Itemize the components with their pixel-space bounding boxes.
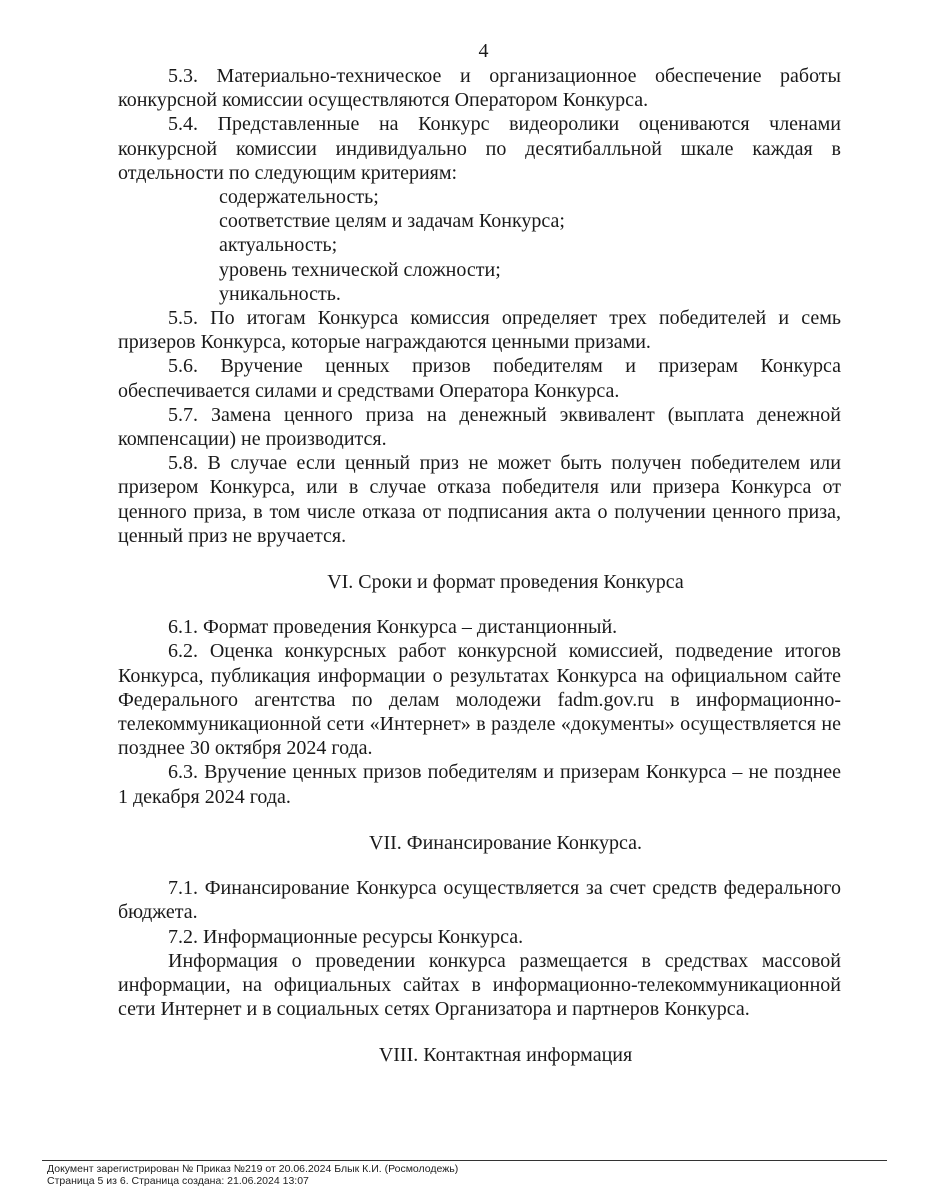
criteria-item: соответствие целям и задачам Конкурса; bbox=[219, 210, 565, 233]
section-7-heading: VII. Финансирование Конкурса. bbox=[369, 831, 642, 854]
footer-divider bbox=[42, 1160, 887, 1161]
clause-5-4: 5.4. Представленные на Конкурс видеоролики оцениваются членами конкурсной комиссии индивидуально по десятибалльной шкале каждая в отдельности по следующим критериям: bbox=[118, 113, 841, 184]
clause-6-2: 6.2. Оценка конкурсных работ конкурсной комиссией, подведение итогов Конкурса, публикация информации о результатах Конкурса на официальном сайте Федерального агентства по делам молодежи fadm.gov.ru в информационно-телекоммуникационной сети «Интернет» в разделе «документы» осуществляется не позднее 30 октября 2024 года. bbox=[118, 640, 841, 760]
criteria-item: актуальность; bbox=[219, 234, 338, 257]
clause-6-1: 6.1. Формат проведения Конкурса – дистанционный. bbox=[168, 616, 618, 639]
section-8-heading: VIII. Контактная информация bbox=[378, 1044, 633, 1067]
clause-5-6: 5.6. Вручение ценных призов победителям и призерам Конкурса обеспечивается силами и средствами Оператора Конкурса. bbox=[118, 355, 841, 402]
criteria-item: уровень технической сложности; bbox=[219, 258, 501, 281]
clause-5-7: 5.7. Замена ценного приза на денежный эквивалент (выплата денежной компенсации) не производится. bbox=[118, 403, 841, 451]
page-number: 4 bbox=[478, 40, 489, 62]
criteria-item: уникальность. bbox=[219, 282, 341, 305]
footer-page-line: Страница 5 из 6. Страница создана: 21.06.2024 13:07 bbox=[47, 1175, 309, 1187]
section-6-heading: VI. Сроки и формат проведения Конкурса bbox=[327, 571, 684, 594]
registration-footer bbox=[47, 1163, 458, 1187]
clause-5-8: 5.8. В случае если ценный приз не может быть получен победителем или призером Конкурса, или в случае отказа победителя или призера Конкурса от ценного приза, в том числе отказа от подписания акта о получении ценного приза, ценный приз не вручается. bbox=[118, 452, 841, 547]
clause-6-3: 6.3. Вручение ценных призов победителям и призерам Конкурса – не позднее 1 декабря 2024 года. bbox=[118, 761, 841, 808]
clause-5-5: 5.5. По итогам Конкурса комиссия определяет трех победителей и семь призеров Конкурса, которые награждаются ценными призами. bbox=[118, 307, 841, 354]
criteria-list bbox=[118, 185, 841, 306]
document-body bbox=[118, 64, 841, 1068]
clause-7-2: 7.2. Информационные ресурсы Конкурса. bbox=[168, 925, 524, 948]
criteria-item: содержательность; bbox=[219, 186, 379, 209]
clause-7-1: 7.1. Финансирование Конкурса осуществляется за счет средств федерального бюджета. bbox=[118, 877, 841, 924]
clause-5-3: 5.3. Материально-техническое и организационное обеспечение работы конкурсной комиссии осуществляются Оператором Конкурса. bbox=[118, 65, 841, 112]
footer-registration-line: Документ зарегистрирован № Приказ №219 от 20.06.2024 Блык К.И. (Росмолодежь) bbox=[47, 1163, 459, 1175]
clause-7-2-text: Информация о проведении конкурса размещается в средствах массовой информации, на официальных сайтах в информационно-телекоммуникационной сети Интернет и в социальных сетях Организатора и партнеров Конкурса. bbox=[118, 949, 841, 1021]
